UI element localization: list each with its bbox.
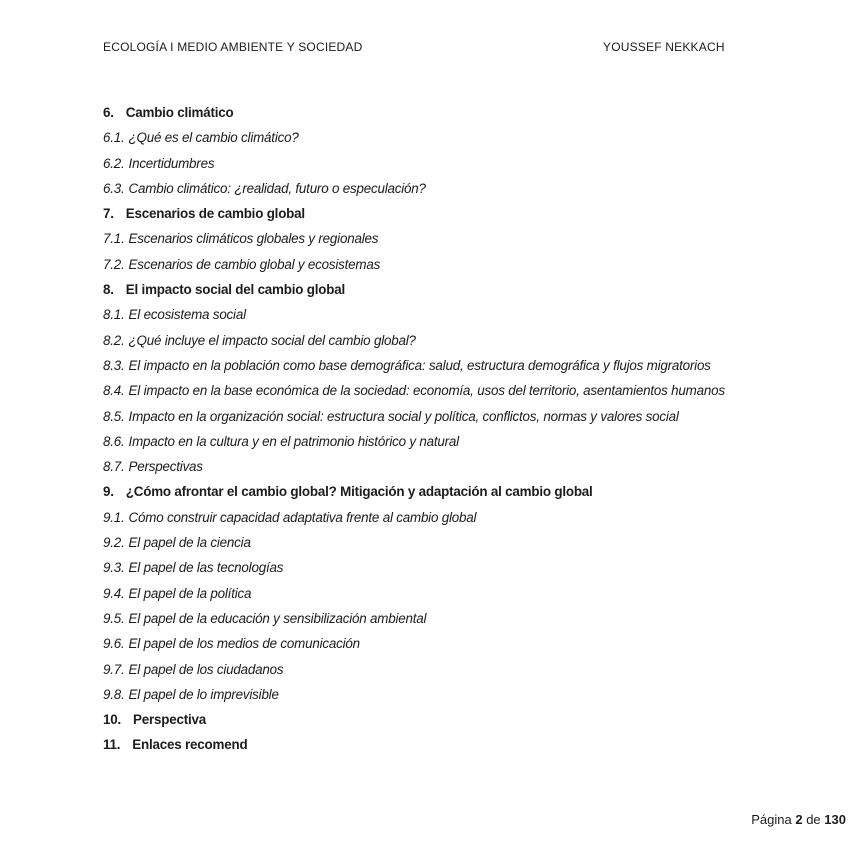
toc-section-heading xyxy=(103,280,843,305)
page-label: Página xyxy=(751,812,792,827)
toc-subsection-entry xyxy=(103,432,843,457)
toc-subsection-entry xyxy=(103,685,843,710)
toc-entry-title: Escenarios de cambio global xyxy=(125,206,305,222)
toc-entry-title: Impacto en la organización social: estructura social y política, conflictos, normas y valores social xyxy=(128,408,679,424)
total-pages-number: 130 xyxy=(824,812,846,827)
toc-entry-title: El papel de la ciencia xyxy=(128,535,251,551)
toc-entry-title: El ecosistema social xyxy=(128,307,246,323)
toc-entry-number: 6.3. xyxy=(103,180,125,196)
toc-entry-number: 9.5. xyxy=(103,610,125,626)
toc-entry-number: 8.5. xyxy=(103,408,125,424)
toc-entry-number: 6.1. xyxy=(103,130,125,146)
toc-entry-number: 8.6. xyxy=(103,433,125,449)
toc-subsection-entry xyxy=(103,381,843,406)
toc-entry-number: 9.6. xyxy=(103,636,125,652)
toc-subsection-entry xyxy=(103,255,843,280)
toc-entry-title: El papel de la política xyxy=(128,585,252,601)
header-course-title: ECOLOGÍA I MEDIO AMBIENTE Y SOCIEDAD xyxy=(103,40,363,54)
toc-subsection-entry xyxy=(103,356,843,381)
toc-subsection-entry xyxy=(103,179,843,204)
toc-entry-number: 8.1. xyxy=(103,307,125,323)
toc-entry-number: 7.2. xyxy=(103,256,125,272)
toc-entry-number: 9.4. xyxy=(103,585,125,601)
toc-subsection-entry xyxy=(103,407,843,432)
toc-section-heading xyxy=(103,710,843,735)
toc-entry-number: 9.8. xyxy=(103,686,125,702)
toc-section-heading xyxy=(103,482,843,507)
toc-entry-number: 9.3. xyxy=(103,560,125,576)
toc-entry-title: Escenarios de cambio global y ecosistemas xyxy=(128,256,381,272)
toc-entry-title: El papel de la educación y sensibilización ambiental xyxy=(128,610,427,626)
toc-entry-title: Escenarios climáticos globales y regionales xyxy=(128,231,379,247)
toc-entry-title: El papel de las tecnologías xyxy=(128,560,284,576)
page-header xyxy=(103,40,743,56)
toc-entry-number: 8. xyxy=(103,282,114,298)
toc-entry-number: 8.3. xyxy=(103,357,125,373)
toc-subsection-entry xyxy=(103,533,843,558)
page-number-footer xyxy=(751,812,846,827)
toc-entry-number: 8.4. xyxy=(103,383,125,399)
toc-subsection-entry xyxy=(103,660,843,685)
toc-entry-number: 9. xyxy=(103,484,114,500)
toc-subsection-entry xyxy=(103,584,843,609)
of-label: de xyxy=(806,812,821,827)
toc-entry-title: El papel de los medios de comunicación xyxy=(128,636,360,652)
toc-entry-number: 11. xyxy=(103,737,121,753)
toc-entry-title: Incertidumbres xyxy=(128,155,215,171)
toc-subsection-entry xyxy=(103,558,843,583)
toc-entry-title: El impacto en la base económica de la sociedad: economía, usos del territorio, asentamientos humanos xyxy=(128,383,725,399)
toc-entry-number: 9.2. xyxy=(103,535,125,551)
toc-entry-title: El papel de lo imprevisible xyxy=(128,686,279,702)
toc-subsection-entry xyxy=(103,508,843,533)
toc-subsection-entry xyxy=(103,609,843,634)
toc-entry-number: 9.7. xyxy=(103,661,125,677)
toc-section-heading xyxy=(103,735,843,760)
toc-entry-title: Cambio climático: ¿realidad, futuro o especulación? xyxy=(128,180,426,196)
toc-entry-title: El impacto en la población como base demográfica: salud, estructura demográfica y flujos migratorios xyxy=(128,357,711,373)
toc-entry-number: 10. xyxy=(103,712,122,728)
toc-subsection-entry xyxy=(103,128,843,153)
toc-entry-title: Cómo construir capacidad adaptativa frente al cambio global xyxy=(128,509,477,525)
toc-entry-number: 6. xyxy=(103,105,114,120)
toc-subsection-entry xyxy=(103,305,843,330)
table-of-contents xyxy=(103,103,843,761)
toc-entry-title: ¿Cómo afrontar el cambio global? Mitigación y adaptación al cambio global xyxy=(125,484,593,500)
toc-entry-title: Perspectivas xyxy=(128,459,203,475)
toc-entry-title: Perspectiva xyxy=(133,712,207,728)
toc-entry-number: 7. xyxy=(103,206,114,222)
current-page-number: 2 xyxy=(795,812,803,827)
toc-entry-number: 8.2. xyxy=(103,332,125,348)
toc-subsection-entry xyxy=(103,154,843,179)
toc-entry-number: 9.1. xyxy=(103,509,125,525)
toc-entry-title: El impacto social del cambio global xyxy=(125,282,345,298)
toc-subsection-entry xyxy=(103,634,843,659)
toc-section-heading xyxy=(103,103,843,128)
toc-entry-title: ¿Qué es el cambio climático? xyxy=(128,130,299,146)
toc-section-heading xyxy=(103,204,843,229)
toc-entry-title: ¿Qué incluye el impacto social del cambio global? xyxy=(128,332,416,348)
toc-entry-title: El papel de los ciudadanos xyxy=(128,661,284,677)
toc-entry-title: Cambio climático xyxy=(125,105,234,120)
toc-entry-number: 8.7. xyxy=(103,459,125,475)
toc-subsection-entry xyxy=(103,229,843,254)
toc-entry-number: 7.1. xyxy=(103,231,125,247)
toc-entry-number: 6.2. xyxy=(103,155,125,171)
toc-entry-title: Impacto en la cultura y en el patrimonio histórico y natural xyxy=(128,433,459,449)
toc-subsection-entry xyxy=(103,457,843,482)
toc-subsection-entry xyxy=(103,331,843,356)
header-author-name: YOUSSEF NEKKACH xyxy=(603,40,725,54)
toc-entry-title: Enlaces recomend xyxy=(132,737,248,753)
